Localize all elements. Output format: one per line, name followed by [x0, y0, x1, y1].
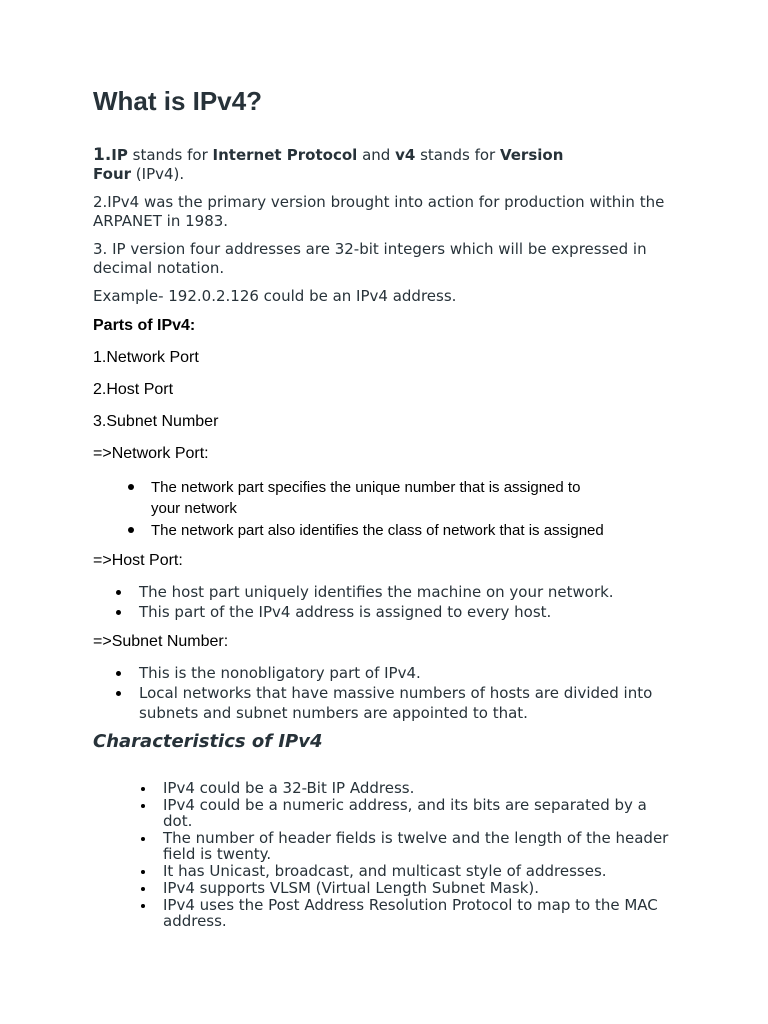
intro-paragraph-1: 1.IP stands for Internet Protocol and v4 stands for Version Four (IPv4).: [93, 145, 564, 183]
list-item: The network part also identifies the class of network that is assigned: [93, 520, 653, 541]
list-item: The network part specifies the unique number that is assigned to your network: [93, 477, 611, 519]
intro-example: Example- 192.0.2.126 could be an IPv4 address.: [93, 287, 457, 305]
list-item: It has Unicast, broadcast, and multicast style of addresses.: [93, 863, 678, 879]
network-port-heading: =>Network Port:: [93, 445, 209, 462]
term-four: Four: [93, 165, 132, 183]
term-internet-protocol: Internet Protocol: [212, 146, 358, 164]
list-item: This part of the IPv4 address is assigned to every host.: [93, 602, 678, 622]
term-ip: IP: [111, 146, 128, 164]
subnet-number-list: [93, 663, 653, 723]
list-item: Local networks that have massive numbers of hosts are divided into subnets and subnet numbers are appointed to that.: [93, 683, 664, 723]
list-item: The host part uniquely identifies the machine on your network.: [93, 582, 678, 602]
intro-number: 1.: [93, 145, 112, 165]
term-v4: v4: [395, 146, 416, 164]
term-version: Version: [499, 146, 564, 164]
intro-paragraph-2: 2.IPv4 was the primary version brought into action for production within the ARPANET in 1983.: [93, 193, 665, 230]
parts-heading: Parts of IPv4:: [93, 317, 196, 334]
host-port-list: [93, 582, 678, 622]
list-item: IPv4 could be a 32-Bit IP Address.: [93, 780, 678, 796]
list-item: IPv4 uses the Post Address Resolution Protocol to map to the MAC address.: [93, 897, 678, 929]
intro-paragraph-3: 3. IP version four addresses are 32-bit integers which will be expressed in decimal notation.: [93, 240, 647, 277]
subnet-number-heading: =>Subnet Number:: [93, 633, 229, 650]
parts-item-subnet: 3.Subnet Number: [93, 413, 219, 430]
list-item: The number of header fields is twelve and the length of the header field is twenty.: [93, 830, 678, 862]
network-port-list: [93, 477, 653, 541]
parts-item-host: 2.Host Port: [93, 381, 174, 398]
parts-item-network: 1.Network Port: [93, 349, 199, 366]
list-item: IPv4 could be a numeric address, and its bits are separated by a dot.: [93, 797, 678, 829]
characteristics-heading: Characteristics of IPv4: [93, 731, 323, 752]
list-item: IPv4 supports VLSM (Virtual Length Subnet Mask).: [93, 880, 678, 896]
list-item: This is the nonobligatory part of IPv4.: [93, 663, 653, 683]
characteristics-list: [93, 780, 678, 930]
host-port-heading: =>Host Port:: [93, 552, 183, 569]
page-title: What is IPv4?: [93, 86, 263, 116]
